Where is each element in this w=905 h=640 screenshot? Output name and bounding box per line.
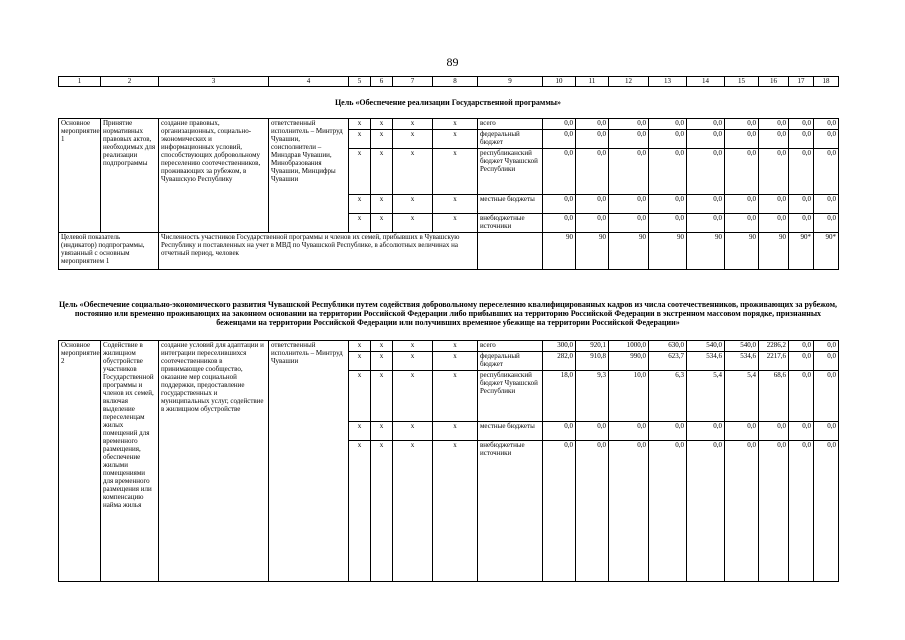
column-number: 4 [269,77,349,87]
value-cell: 5,4 [725,371,759,422]
column-number: 12 [609,77,649,87]
value-cell: 2217,6 [759,352,789,371]
code-cell: x [371,119,393,130]
funding-source: федеральный бюджет [478,130,543,149]
value-cell: 0,0 [759,195,789,214]
value-cell: 0,0 [814,130,839,149]
target-value: 90 [609,233,649,270]
target-value: 90* [789,233,814,270]
value-cell: 0,0 [725,441,759,582]
code-cell: x [349,214,371,233]
target-value: 90 [725,233,759,270]
value-cell: 10,0 [609,371,649,422]
value-cell: 0,0 [725,130,759,149]
value-cell: 0,0 [814,352,839,371]
code-cell: x [349,341,371,352]
column-number: 7 [393,77,433,87]
value-cell: 5,4 [687,371,725,422]
value-cell: 0,0 [609,422,649,441]
code-cell: x [393,130,433,149]
value-cell: 0,0 [609,130,649,149]
value-cell: 0,0 [814,441,839,582]
value-cell: 300,0 [543,341,576,352]
code-cell: x [433,341,478,352]
value-cell: 0,0 [576,149,609,195]
funding-source: федеральный бюджет [478,352,543,371]
code-cell: x [393,371,433,422]
measure-status: Основное мероприятие 2 [59,341,101,582]
value-cell: 0,0 [789,149,814,195]
code-cell: x [371,341,393,352]
code-cell: x [393,441,433,582]
value-cell: 0,0 [789,352,814,371]
value-cell: 0,0 [789,422,814,441]
value-cell: 0,0 [543,195,576,214]
measure-executor: ответственный исполнитель – Минтруд Чувашии [269,341,349,582]
value-cell: 0,0 [759,441,789,582]
code-cell: x [393,214,433,233]
value-cell: 0,0 [789,119,814,130]
column-number: 6 [371,77,393,87]
value-cell: 540,0 [687,341,725,352]
value-cell: 0,0 [759,130,789,149]
value-cell: 0,0 [576,214,609,233]
target-indicator-label: Целевой показатель (индикатор) подпрограммы, увязанный с основным мероприятием 1 [59,233,159,270]
code-cell: x [433,149,478,195]
code-cell: x [433,352,478,371]
measure-name: Содействие в жилищном обустройстве участников Государственной программы и членов их семей, включая выделение переселенцам жилых помещений для временного размещения, обеспечение жилыми помещениями для временного размещения или компенсацию найма жилья [101,341,159,582]
code-cell: x [433,130,478,149]
code-cell: x [371,422,393,441]
code-cell: x [393,195,433,214]
value-cell: 0,0 [725,195,759,214]
value-cell: 623,7 [649,352,687,371]
column-number-header [58,76,839,87]
column-number: 11 [576,77,609,87]
value-cell: 534,6 [725,352,759,371]
column-number: 5 [349,77,371,87]
column-number: 14 [687,77,725,87]
measure-2-table [58,340,839,582]
funding-source: республиканский бюджет Чувашской Республики [478,371,543,422]
measure-task: создание условий для адаптации и интеграции переселившихся соотечественников в принимающее сообщество, оказание мер социальной поддержки, предоставление государственных и муниципальных услуг, содействие в жилищном обустройстве [159,341,269,582]
value-cell: 0,0 [789,195,814,214]
value-cell: 0,0 [789,214,814,233]
page-number: 89 [446,55,459,69]
value-cell: 0,0 [789,130,814,149]
code-cell: x [349,149,371,195]
value-cell: 0,0 [814,119,839,130]
code-cell: x [433,422,478,441]
code-cell: x [393,119,433,130]
value-cell: 6,3 [649,371,687,422]
value-cell: 0,0 [687,214,725,233]
value-cell: 0,0 [609,441,649,582]
value-cell: 0,0 [576,422,609,441]
value-cell: 540,0 [725,341,759,352]
value-cell: 0,0 [576,119,609,130]
code-cell: x [433,371,478,422]
value-cell: 0,0 [814,149,839,195]
measure-task: создание правовых, организационных, социально-экономических и информационных условий, способствующих добровольному переселению соотечественников, проживающих за рубежом, в Чувашскую Республику [159,119,269,233]
header-row [59,77,839,87]
code-cell: x [349,422,371,441]
funding-source: всего [478,341,543,352]
funding-source: республиканский бюджет Чувашской Республики [478,149,543,195]
target-indicator-text: Численность участников Государственной программы и членов их семей, прибывших в Чувашскую Республику и поставленных на учет в МВД по Чувашской Республике, в абсолютных величинах на отчетный период, человек [159,233,478,270]
value-cell: 534,6 [687,352,725,371]
value-cell: 0,0 [759,119,789,130]
column-number: 9 [478,77,543,87]
value-cell: 0,0 [649,195,687,214]
target-value: 90 [576,233,609,270]
value-cell: 630,0 [649,341,687,352]
funding-source: всего [478,119,543,130]
target-indicator-row [59,233,839,270]
value-cell: 68,6 [759,371,789,422]
value-cell: 0,0 [814,371,839,422]
code-cell: x [371,441,393,582]
value-cell: 0,0 [725,149,759,195]
value-cell: 0,0 [687,119,725,130]
value-cell: 0,0 [649,214,687,233]
code-cell: x [433,214,478,233]
value-cell: 990,0 [609,352,649,371]
funding-source: местные бюджеты [478,422,543,441]
code-cell: x [371,195,393,214]
value-cell: 0,0 [543,119,576,130]
value-cell: 0,0 [543,422,576,441]
value-cell: 0,0 [687,441,725,582]
value-cell: 0,0 [687,422,725,441]
value-cell: 0,0 [649,422,687,441]
value-cell: 0,0 [649,130,687,149]
measure-name: Принятие нормативных правовых актов, необходимых для реализации подпрограммы [101,119,159,233]
measure-status: Основное мероприятие 1 [59,119,101,233]
code-cell: x [371,214,393,233]
target-value: 90 [687,233,725,270]
table-row [59,341,839,352]
value-cell: 0,0 [609,195,649,214]
value-cell: 0,0 [789,441,814,582]
value-cell: 0,0 [725,119,759,130]
column-number: 13 [649,77,687,87]
value-cell: 0,0 [543,130,576,149]
value-cell: 0,0 [759,422,789,441]
code-cell: x [371,352,393,371]
value-cell: 0,0 [609,119,649,130]
code-cell: x [349,130,371,149]
funding-source: местные бюджеты [478,195,543,214]
target-value: 90 [759,233,789,270]
column-number: 3 [159,77,269,87]
code-cell: x [433,441,478,582]
value-cell: 0,0 [789,371,814,422]
code-cell: x [393,422,433,441]
value-cell: 9,3 [576,371,609,422]
code-cell: x [433,119,478,130]
goal-2-heading: Цель «Обеспечение социально-экономического развития Чувашской Республики путем содействия добровольному переселению квалифицированных кадров из числа соотечественников, проживающих за рубежом, постоянно или временно проживающих на законном основании на территории Российской Федерации либо прибывших на территорию Российской Федерации в экстренном массовом порядке, признанных беженцами на территории Российской Федерации или получивших временное убежище на территории Российской Федерации» [58,300,838,327]
code-cell: x [393,149,433,195]
value-cell: 0,0 [576,195,609,214]
target-value: 90 [543,233,576,270]
column-number: 17 [789,77,814,87]
value-cell: 0,0 [687,130,725,149]
value-cell: 0,0 [649,441,687,582]
code-cell: x [393,352,433,371]
value-cell: 0,0 [609,149,649,195]
column-number: 16 [759,77,789,87]
code-cell: x [371,149,393,195]
table-row [59,119,839,130]
code-cell: x [433,195,478,214]
target-value: 90 [649,233,687,270]
value-cell: 0,0 [543,441,576,582]
value-cell: 0,0 [725,422,759,441]
code-cell: x [371,130,393,149]
value-cell: 0,0 [543,149,576,195]
value-cell: 0,0 [687,195,725,214]
value-cell: 0,0 [814,341,839,352]
value-cell: 2286,2 [759,341,789,352]
value-cell: 0,0 [759,214,789,233]
value-cell: 910,8 [576,352,609,371]
code-cell: x [349,371,371,422]
funding-source: внебюджетные источники [478,441,543,582]
value-cell: 0,0 [609,214,649,233]
value-cell: 18,0 [543,371,576,422]
value-cell: 0,0 [649,119,687,130]
column-number: 8 [433,77,478,87]
code-cell: x [349,352,371,371]
value-cell: 0,0 [725,214,759,233]
measure-executor: ответственный исполнитель – Минтруд Чувашии, соисполнители – Минздрав Чувашии, Минобразования Чувашии, Минцифры Чувашии [269,119,349,233]
column-number: 2 [101,77,159,87]
empty-cell [478,233,543,270]
code-cell: x [349,119,371,130]
value-cell: 0,0 [814,195,839,214]
column-number: 1 [59,77,101,87]
goal-1-heading: Цель «Обеспечение реализации Государственной программы» [334,98,562,107]
code-cell: x [393,341,433,352]
code-cell: x [371,371,393,422]
target-value: 90* [814,233,839,270]
column-number: 10 [543,77,576,87]
funding-source: внебюджетные источники [478,214,543,233]
code-cell: x [349,441,371,582]
value-cell: 0,0 [814,422,839,441]
value-cell: 1000,0 [609,341,649,352]
value-cell: 0,0 [576,130,609,149]
column-number: 18 [814,77,839,87]
value-cell: 0,0 [576,441,609,582]
value-cell: 0,0 [543,214,576,233]
value-cell: 0,0 [814,214,839,233]
value-cell: 920,1 [576,341,609,352]
value-cell: 282,0 [543,352,576,371]
value-cell: 0,0 [789,341,814,352]
value-cell: 0,0 [759,149,789,195]
column-number: 15 [725,77,759,87]
value-cell: 0,0 [687,149,725,195]
measure-1-table [58,118,839,270]
value-cell: 0,0 [649,149,687,195]
code-cell: x [349,195,371,214]
